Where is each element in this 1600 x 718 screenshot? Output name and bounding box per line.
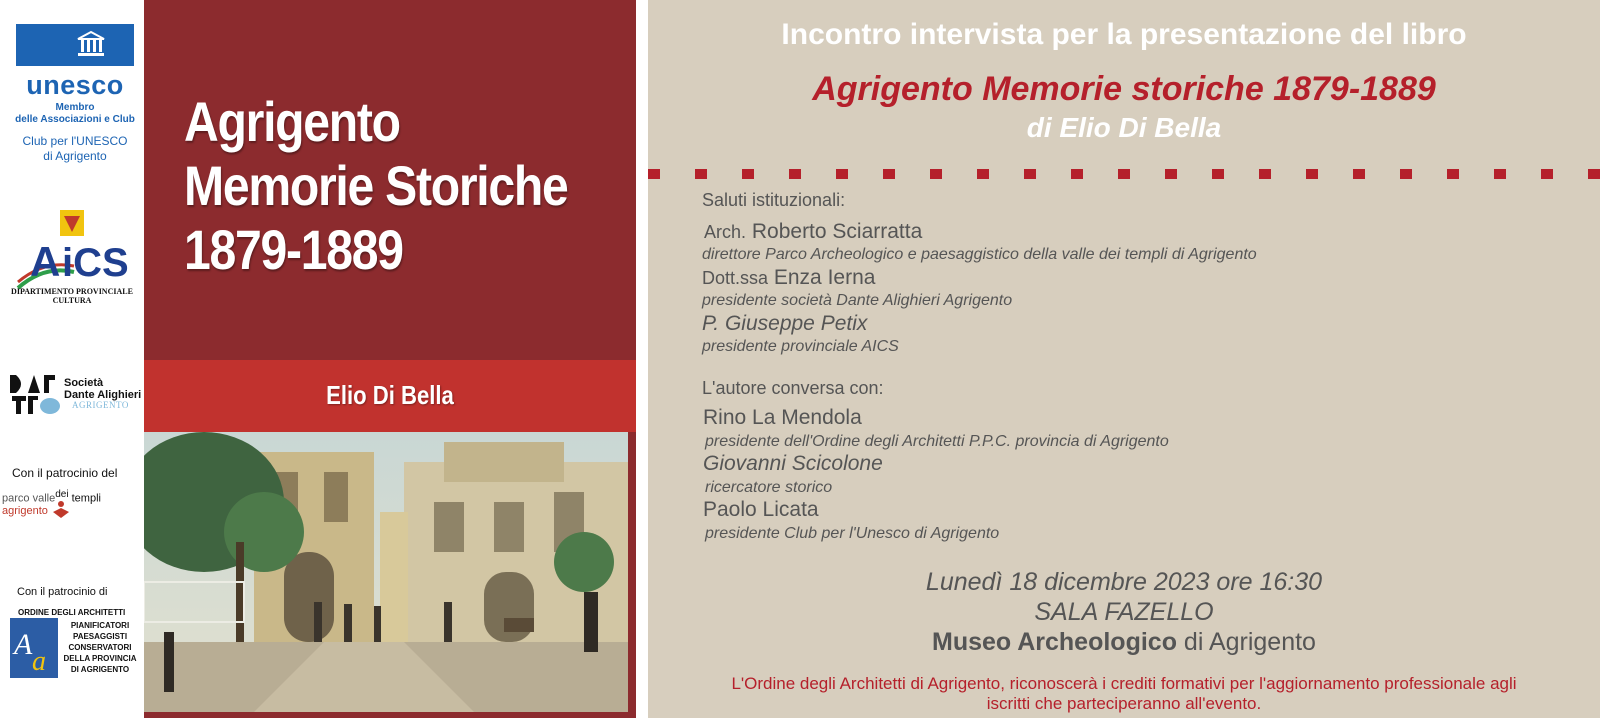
speaker-role: presidente società Dante Alighieri Agrigento — [702, 292, 1013, 309]
parco-figure-icon — [50, 498, 72, 528]
book-author: di Elio Di Bella — [1026, 112, 1222, 143]
patronage-label-2: Con il patrocinio di — [17, 586, 108, 598]
cover-author-band — [144, 360, 636, 432]
order-line: PIANIFICATORI — [70, 621, 130, 630]
book-cover — [144, 0, 636, 718]
parco-text-c: agrigento — [2, 504, 48, 517]
unesco-member-line1: Membro — [55, 102, 95, 113]
guest-role: presidente dell'Ordine degli Architetti P.P.C. provincia di Agrigento — [705, 433, 1169, 450]
dotted-divider — [648, 169, 1600, 179]
guest-role: ricercatore storico — [705, 479, 833, 496]
dante-line1: Società — [64, 377, 104, 389]
speaker-name — [704, 220, 922, 244]
dante-alighieri-logo — [10, 375, 62, 415]
guest-name: Paolo Licata — [703, 498, 819, 521]
speaker-role: presidente provinciale AICS — [702, 338, 899, 355]
svg-text:iCS: iCS — [62, 241, 129, 285]
credits-note — [688, 674, 1560, 714]
cover-title-line2: Memorie Storiche — [184, 154, 568, 217]
dante-city: AGRIGENTO — [72, 400, 129, 410]
event-date: Lunedì 18 dicembre 2023 ore 16:30 — [925, 568, 1323, 596]
unesco-member-line2: delle Associazioni e Club — [15, 114, 135, 125]
svg-text:A: A — [30, 238, 61, 285]
unesco-member-text — [0, 102, 150, 126]
event-info-panel — [648, 0, 1600, 718]
unesco-club-text — [0, 134, 150, 164]
event-location — [648, 628, 1600, 657]
guest-name: Rino La Mendola — [703, 406, 862, 429]
cover-title-line1: Agrigento — [184, 90, 400, 153]
aics-dept-text — [0, 287, 144, 305]
order-line: DI AGRIGENTO — [70, 665, 130, 674]
guest-role: presidente Club per l'Unesco di Agrigento — [705, 525, 1000, 542]
unesco-club-line2: di Agrigento — [43, 149, 107, 163]
speaker-role: direttore Parco Archeologico e paesaggistico della valle dei templi di Agrigento — [702, 246, 1257, 263]
guest-name: Giovanni Scicolone — [703, 452, 883, 475]
order-architects-title: ORDINE DEGLI ARCHITETTI — [18, 608, 126, 617]
historic-street-illustration — [144, 432, 628, 712]
architects-order-logo — [10, 618, 58, 678]
speaker-name — [702, 266, 875, 290]
aics-dept-line2: CULTURA — [52, 296, 92, 305]
conversation-label: L'autore conversa con: — [702, 378, 884, 398]
logo-sidebar — [0, 0, 144, 718]
order-architects-lines — [58, 620, 142, 675]
speaker-prefix: Dott.ssa — [702, 268, 769, 288]
cover-author: Elio Di Bella — [326, 380, 454, 410]
book-title: Agrigento Memorie storiche 1879-1889 — [812, 70, 1436, 108]
dante-line2: Dante Alighieri — [64, 389, 142, 401]
speaker-name-text: P. Giuseppe Petix — [702, 312, 868, 335]
dante-text — [64, 377, 141, 401]
event-venue: SALA FAZELLO — [1034, 598, 1214, 626]
unesco-club-line1: Club per l'UNESCO — [22, 134, 128, 148]
parco-valle-templi-logo — [2, 489, 144, 517]
patronage-label-1: Con il patrocinio del — [12, 466, 118, 480]
svg-text:a: a — [32, 646, 46, 677]
unesco-logo — [16, 24, 134, 66]
unesco-wordmark: unesco — [26, 70, 124, 100]
cover-title — [184, 90, 567, 282]
order-line: DELLA PROVINCIA — [63, 654, 137, 663]
credits-line1: L'Ordine degli Architetti di Agrigento, riconoscerà i crediti formativi per l'aggiornamento professionale agli — [731, 674, 1517, 693]
parco-text-dei: dei — [55, 489, 69, 500]
museum-city: di Agrigento — [1183, 628, 1316, 656]
speaker-name — [702, 312, 867, 336]
svg-text:A: A — [14, 628, 33, 661]
temple-icon — [76, 29, 106, 59]
greetings-label: Saluti istituzionali: — [702, 190, 846, 210]
order-line: CONSERVATORI — [68, 643, 132, 652]
credits-line2: iscritti che parteciperanno all'evento. — [986, 694, 1262, 713]
event-headline: Incontro intervista per la presentazione del libro — [781, 18, 1467, 51]
parco-text-b: templi — [71, 492, 101, 505]
museum-name: Museo Archeologico — [932, 628, 1177, 656]
speaker-name-text: Enza Ierna — [773, 266, 876, 289]
cover-street-photo — [144, 432, 628, 712]
parco-text-a: parco valle — [2, 492, 56, 505]
order-line: PAESAGGISTI — [72, 632, 128, 641]
aics-dept-line1: DIPARTIMENTO PROVINCIALE — [11, 287, 133, 296]
cover-title-line3: 1879-1889 — [184, 218, 403, 281]
speaker-name-text: Roberto Sciarratta — [751, 220, 923, 243]
speaker-prefix: Arch. — [704, 222, 747, 242]
